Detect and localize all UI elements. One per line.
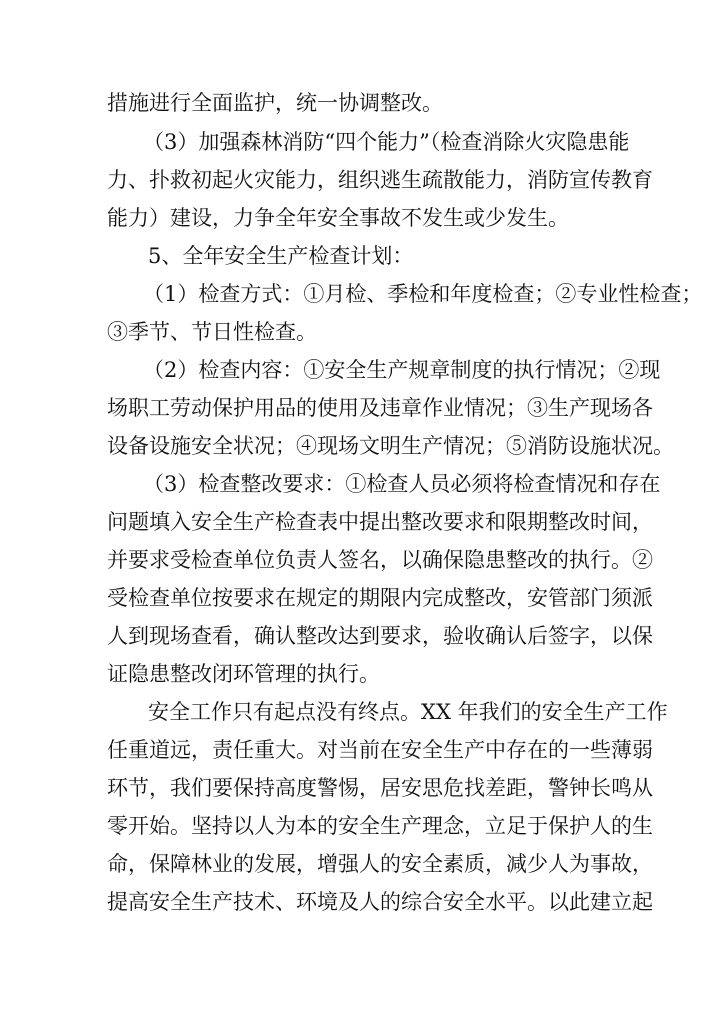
text-line: 提高安全生产技术、环境及人的综合安全水平。以此建立起 bbox=[107, 890, 653, 914]
text-line: 环节，我们要保持高度警惕，居安思危找差距，警钟长鸣从 bbox=[107, 776, 653, 800]
text-line: 场职工劳动保护用品的使用及违章作业情况；③生产现场各 bbox=[107, 396, 653, 420]
text-line: 力、扑救初起火灾能力，组织逃生疏散能力，消防宣传教育 bbox=[107, 168, 653, 192]
text-line: 问题填入安全生产检查表中提出整改要求和限期整改时间， bbox=[107, 510, 653, 534]
text-line: （3）加强森林消防“四个能力”（检查消除火灾隐患能 bbox=[143, 130, 630, 154]
text-line: 措施进行全面监护，统一协调整改。 bbox=[107, 91, 443, 115]
text-line: 人到现场查看，确认整改达到要求，验收确认后签字，以保 bbox=[107, 624, 653, 648]
text-line: （1）检查方式：①月检、季检和年度检查；②专业性检查； bbox=[143, 282, 703, 306]
text-line: 受检查单位按要求在规定的期限内完成整改，安管部门须派 bbox=[107, 586, 653, 610]
text-line: （2）检查内容：①安全生产规章制度的执行情况；②现 bbox=[143, 358, 661, 382]
text-line: 零开始。坚持以人为本的安全生产理念，立足于保护人的生 bbox=[107, 814, 653, 838]
text-line: 5、全年安全生产检查计划： bbox=[148, 244, 414, 268]
text-line: 安全工作只有起点没有终点。XX 年我们的安全生产工作 bbox=[148, 700, 668, 724]
text-line: （3）检查整改要求：①检查人员必须将检查情况和存在 bbox=[143, 472, 661, 496]
text-line: 命，保障林业的发展，增强人的安全素质，减少人为事故， bbox=[107, 852, 653, 876]
text-line: ③季节、节日性检查。 bbox=[107, 320, 317, 344]
text-line: 能力）建设，力争全年安全事故不发生或少发生。 bbox=[107, 206, 569, 230]
text-line: 设备设施安全状况；④现场文明生产情况；⑤消防设施状况。 bbox=[107, 434, 674, 458]
text-line: 证隐患整改闭环管理的执行。 bbox=[107, 662, 380, 686]
text-line: 任重道远，责任重大。对当前在安全生产中存在的一些薄弱 bbox=[107, 738, 653, 762]
text-line: 并要求受检查单位负责人签名，以确保隐患整改的执行。② bbox=[107, 548, 653, 572]
